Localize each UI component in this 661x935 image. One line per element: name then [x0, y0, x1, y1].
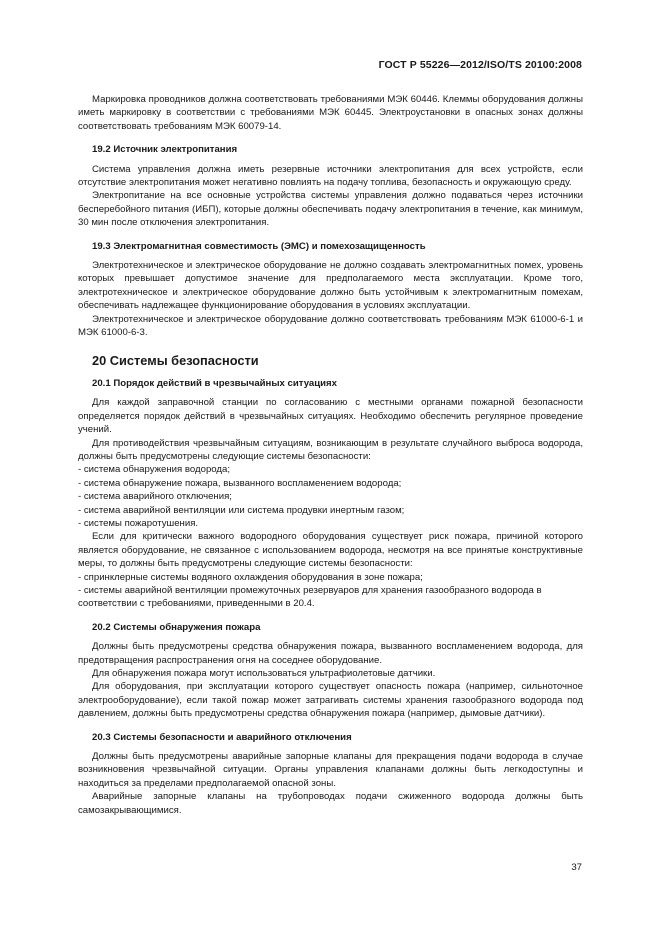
page-content [78, 93, 583, 817]
intro-paragraph: Маркировка проводников должна соответствовать требованиями МЭК 60446. Клеммы оборудования должны иметь маркировку в соответствии с требованиями МЭК 60445. Электроустановки в опасных зонах должны соответствовать требованиям МЭК 60079-14. [78, 94, 583, 132]
document-header: ГОСТ Р 55226—2012/ISO/TS 20100:2008 [378, 59, 582, 71]
paragraph: Если для критически важного водородного оборудования существует риск пожара, причиной которого является оборудование, не связанное с использованием водорода, несмотря на все принятые конструктивные меры, то должны быть предусмотрены следующие системы безопасности: [78, 531, 583, 570]
section-19-2-title: 19.2 Источник электропитания [92, 144, 238, 156]
list-item: - система аварийного отключения; [78, 491, 232, 503]
page-number: 37 [571, 862, 582, 873]
paragraph: Для противодействия чрезвычайным ситуациям, возникающим в результате случайного выброса водорода, должны быть предусмотрены следующие системы безопасности: [78, 437, 583, 462]
paragraph: Должны быть предусмотрены аварийные запорные клапаны для прекращения подачи водорода в случае возникновения чрезвычайной ситуации. Органы управления клапанами должны быть легкодоступны и находиться за пределами предполагаемой опасной зоны. [78, 751, 583, 789]
list-item: - система аварийной вентиляции или система продувки инертным газом; [78, 504, 405, 516]
paragraph: Для оборудования, при эксплуатации которого существует опасность пожара (например, сильноточное электрооборудование), если такой пожар может затрагивать системы хранения газообразного водорода под давлением, должны быть предусмотрены средства обнаружения пожара (например, дымовые датчики). [78, 681, 583, 720]
list-item: - системы аварийной вентиляции промежуточных резервуаров для хранения газообразного водорода в соответствии с требованиями, приведенными в 20.4. [78, 585, 542, 610]
list-item: - система обнаружения водорода; [78, 464, 231, 476]
list-item: - спринклерные системы водяного охлаждения оборудования в зоне пожара; [78, 571, 423, 583]
section-20-3-title: 20.3 Системы безопасности и аварийного отключения [92, 731, 352, 743]
section-20-1-title: 20.1 Порядок действий в чрезвычайных ситуациях [92, 377, 337, 389]
paragraph: Аварийные запорные клапаны на трубопроводах подачи сжиженного водорода должны быть самозакрывающимися. [78, 791, 583, 816]
section-19-3-title: 19.3 Электромагнитная совместимость (ЭМС) и помехозащищенность [92, 240, 426, 252]
paragraph: Система управления должна иметь резервные источники электропитания для всех устройств, если отсутствие электропитания может негативно повлиять на подачу топлива, безопасность и окружающую среду. [78, 163, 583, 189]
list-item: - системы пожаротушения. [78, 517, 199, 529]
paragraph: Электротехническое и электрическое оборудование должно соответствовать требованиям МЭК 61000-6-1 и МЭК 61000-6-3. [78, 313, 583, 339]
paragraph: Для каждой заправочной станции по согласованию с местными органами пожарной безопасности определяется порядок действий в чрезвычайных ситуациях. Необходимо обеспечить регулярное проведение учений. [78, 397, 583, 436]
paragraph: Для обнаружения пожара могут использоваться ультрафиолетовые датчики. [92, 668, 436, 680]
section-20-title: 20 Системы безопасности [92, 352, 259, 368]
paragraph: Электропитание на все основные устройства системы управления должно подаваться через источники бесперебойного питания (ИБП), которые должны обеспечивать подачу электропитания в течение, как минимум, 30 мин после отключения электропитания. [78, 190, 583, 229]
paragraph: Электротехническое и электрическое оборудование не должно создавать электромагнитных помех, уровень которых превышает допустимое значение для предполагаемого места эксплуатации. Кроме того, электротехническое и электрическое оборудование должно быть устойчивым к электромагнитным помехам, обеспечивать надлежащее функционирование оборудования в условиях эксплуатации. [78, 260, 583, 312]
section-20-2-title: 20.2 Системы обнаружения пожара [92, 621, 261, 633]
paragraph: Должны быть предусмотрены средства обнаружения пожара, вызванного воспламенением водорода, для предотвращения распространения огня на соседнее оборудование. [78, 641, 583, 666]
list-item: - система обнаружение пожара, вызванного воспламенением водорода; [78, 477, 402, 489]
